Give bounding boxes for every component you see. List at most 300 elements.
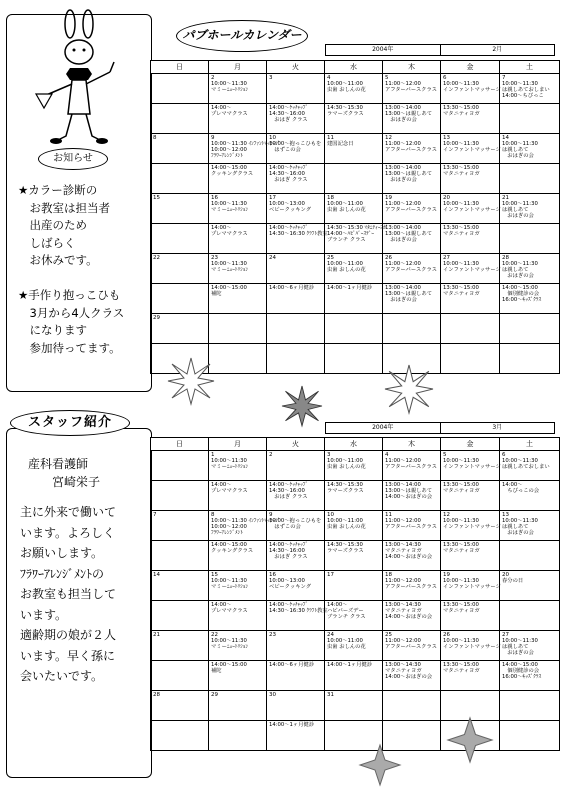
day-cell <box>500 451 560 481</box>
day-number: 17 <box>327 572 334 578</box>
day-cell-afternoon <box>151 164 209 194</box>
event-text: 10:00〜11:30 インファントマッサージ <box>443 81 501 94</box>
day-cell <box>267 74 325 104</box>
day-number: 30 <box>269 692 276 698</box>
event-text: 11:00〜12:00 アフターバースクラス <box>385 261 437 274</box>
event-text: 14:00〜ｹｯﾁｬｯﾌﾟ 14:30〜16:00 おはぎ クラス <box>269 105 309 124</box>
event-text: 11:00〜12:00 アフターバースクラス <box>385 578 437 591</box>
day-cell-afternoon <box>151 721 209 751</box>
day-number: 1 <box>211 452 215 458</box>
day-cell-afternoon <box>500 721 560 751</box>
day-cell <box>209 511 281 541</box>
weekday-header: 日 <box>151 438 209 451</box>
day-cell-afternoon <box>383 481 441 511</box>
day-number: 23 <box>211 255 218 261</box>
day-number: 27 <box>502 632 509 638</box>
day-cell <box>151 314 209 344</box>
day-cell <box>383 571 441 601</box>
event-text: 13:00〜14:00 13:00〜は親しあて 14:00〜おはぎの会 <box>385 482 433 501</box>
event-text: 10:00〜11:30 インファントマッサージ <box>443 261 501 274</box>
event-text: 14:00〜1ヶ月健診 <box>269 722 315 728</box>
day-number: 26 <box>443 632 450 638</box>
event-text: 10:00〜11:00 虫歯 おしんの花 <box>327 518 366 531</box>
day-cell-afternoon <box>325 344 383 374</box>
weekday-header: 水 <box>325 438 383 451</box>
day-cell <box>325 194 383 224</box>
event-text: 13:30〜15:00 マタニティヨガ <box>443 105 480 118</box>
day-cell <box>267 134 325 164</box>
day-number: 22 <box>211 632 218 638</box>
event-text: 建国記念日 <box>327 141 354 147</box>
day-number: 26 <box>385 255 392 261</box>
day-cell-afternoon <box>267 164 325 194</box>
day-number: 15 <box>211 572 218 578</box>
mar-month: 3月 <box>440 423 555 433</box>
day-number: 14 <box>153 572 160 578</box>
day-number: 11 <box>385 512 392 518</box>
day-number: 13 <box>502 512 509 518</box>
day-cell <box>500 254 560 284</box>
day-cell <box>500 314 560 344</box>
day-cell-afternoon <box>151 224 209 254</box>
day-cell <box>441 631 500 661</box>
day-cell-afternoon <box>441 344 500 374</box>
day-number: 22 <box>153 255 160 261</box>
day-cell <box>209 631 267 661</box>
day-cell-afternoon <box>209 224 267 254</box>
day-cell-afternoon <box>151 661 209 691</box>
event-text: 11:00〜12:00 アフターバースクラス <box>385 458 437 471</box>
day-number: 19 <box>443 572 450 578</box>
event-text: 13:00〜14:00 13:00〜は親しあて おはぎの会 <box>385 285 433 304</box>
day-cell-afternoon <box>500 164 560 194</box>
day-number: 12 <box>443 512 450 518</box>
event-text: 13:30〜15:00 マタニティヨガ <box>443 662 480 675</box>
weekday-header: 土 <box>500 438 560 451</box>
day-cell <box>383 134 441 164</box>
day-cell-afternoon <box>441 541 500 571</box>
feb-year: 2004年 <box>372 46 394 53</box>
day-cell-afternoon <box>151 541 209 571</box>
day-cell <box>441 571 500 601</box>
mar-year: 2004年 <box>372 424 394 431</box>
event-text: 10:00〜11:30 は親しあておしまい 14:00〜ちびっこ <box>502 81 550 100</box>
weekday-header: 日 <box>151 61 209 74</box>
day-cell-afternoon <box>441 224 500 254</box>
day-number: 8 <box>211 512 215 518</box>
day-cell <box>325 691 383 721</box>
day-cell <box>267 511 325 541</box>
staff-text: 主に外来で働いて います。よろしく お願いします。 ﾌﾗﾜｰｱﾚﾝｼﾞﾒﾝﾄの お教室も担当して います。 適齢期の娘が２人 います。早く孫に 会いたいです。 <box>20 505 117 683</box>
event-text: 10:00〜11:30 インファントマッサージ <box>443 578 501 591</box>
day-cell-afternoon <box>500 284 560 314</box>
day-cell <box>383 631 441 661</box>
day-number: 17 <box>269 195 276 201</box>
day-number: 25 <box>385 632 392 638</box>
day-cell <box>151 134 209 164</box>
day-number: 3 <box>327 452 331 458</box>
day-number: 18 <box>327 195 334 201</box>
day-number: 5 <box>443 452 447 458</box>
feb-month: 2月 <box>440 45 555 55</box>
day-cell-afternoon <box>441 104 500 134</box>
day-cell <box>267 631 325 661</box>
event-text: 10:00〜11:30 インファントマッサージ <box>443 518 501 531</box>
event-text: 13:30〜15:00 マタニティヨガ <box>443 165 480 178</box>
day-cell-afternoon <box>267 661 325 691</box>
day-cell <box>267 254 325 284</box>
event-text: 10:00〜11:30 は親しあて おはぎの会 <box>502 141 538 160</box>
day-number: 21 <box>153 632 160 638</box>
day-cell-afternoon <box>500 481 560 511</box>
day-cell <box>325 74 383 104</box>
day-cell-afternoon <box>209 284 267 314</box>
day-cell <box>383 511 441 541</box>
day-cell <box>441 254 500 284</box>
day-cell <box>441 451 500 481</box>
event-text: 10:00〜11:30 インファントマッサージ <box>443 201 501 214</box>
day-cell <box>383 314 441 344</box>
day-cell-afternoon <box>441 164 500 194</box>
star-burst-decoration <box>168 358 214 404</box>
event-text: 14:00〜 ちびっこの会 <box>502 482 540 495</box>
event-text: 13:00〜14:00 13:00〜は親しあて おはぎの会 <box>385 105 433 124</box>
day-cell <box>151 194 209 224</box>
day-cell <box>151 571 209 601</box>
day-cell <box>267 194 325 224</box>
star-decoration <box>360 745 400 785</box>
day-cell <box>209 451 267 481</box>
bunny-illustration <box>30 14 120 154</box>
day-cell-afternoon <box>325 601 383 631</box>
event-text: 10:00〜11:30 ｲﾝﾌｧﾝﾄﾏｯｻｰｼﾞ 10:00〜12:00 ﾌﾗﾜｰｱﾚﾝｼﾞﾒﾝﾄ <box>211 141 281 160</box>
day-cell <box>441 691 500 721</box>
day-number: 4 <box>327 75 331 81</box>
day-cell-afternoon <box>325 284 383 314</box>
day-cell <box>441 74 500 104</box>
day-cell <box>209 571 267 601</box>
day-number: 23 <box>269 632 276 638</box>
event-text: 14:00〜 ハピバーズデー ブランチ クラス <box>327 602 366 621</box>
weekday-header: 火 <box>267 438 325 451</box>
day-cell <box>209 254 267 284</box>
day-cell <box>500 134 560 164</box>
day-cell-afternoon <box>209 481 267 511</box>
weekday-header: 金 <box>441 61 500 74</box>
calendar-title: パブホールカレンダー <box>176 20 308 52</box>
event-text: 10:00〜抱っこひもを はずこの会 <box>269 518 322 531</box>
event-text: 10:00〜11:00 虫歯 おしんの花 <box>327 261 366 274</box>
weekday-header: 木 <box>383 438 441 451</box>
day-number: 16 <box>269 572 276 578</box>
day-cell-afternoon <box>325 164 383 194</box>
day-cell-afternoon <box>383 541 441 571</box>
event-text: 14:30〜15:30 ラマーズクラス <box>327 105 364 118</box>
event-text: 13:00〜14:00 13:00〜は親しあて おはぎの会 <box>385 225 433 244</box>
event-text: 14:00〜 プレママクラス <box>211 105 248 118</box>
day-cell <box>151 74 209 104</box>
event-text: 13:30〜15:00 マタニティヨガ <box>443 225 480 238</box>
day-cell-afternoon <box>267 721 325 751</box>
mar-header <box>325 422 555 434</box>
day-cell <box>267 571 325 601</box>
day-number: 19 <box>385 195 392 201</box>
day-number: 2 <box>269 452 273 458</box>
day-cell-afternoon <box>151 481 209 511</box>
day-cell <box>209 691 267 721</box>
notice-title: お知らせ <box>38 148 108 170</box>
event-text: 14:30〜15:30 ラマーズクラス <box>327 542 364 555</box>
event-text: 11:00〜12:00 アフターバースクラス <box>385 518 437 531</box>
event-text: 14:00〜 プレママクラス <box>211 482 248 495</box>
weekday-header: 月 <box>209 438 267 451</box>
event-text: 14:00〜ｹｯﾁｬｯﾌﾟ 14:30〜16:00 おはぎ クラス <box>269 542 309 561</box>
event-text: 13:30〜15:00 マタニティヨガ <box>443 285 480 298</box>
day-cell-afternoon <box>500 601 560 631</box>
day-cell <box>325 254 383 284</box>
day-number: 12 <box>385 135 392 141</box>
staff-role: 産科看護師 宮崎栄子 <box>28 457 101 489</box>
day-number: 6 <box>443 75 447 81</box>
day-cell <box>151 631 209 661</box>
event-text: 10:00〜11:30 マミーﾆｭｰﾄﾘｼｮﾝ <box>211 81 249 94</box>
day-cell-afternoon <box>500 661 560 691</box>
day-cell-afternoon <box>383 164 441 194</box>
event-text: 14:00〜15:00 補陀 <box>211 285 247 298</box>
day-number: 9 <box>269 512 273 518</box>
day-cell <box>383 194 441 224</box>
event-text: 13:00〜14:30 マタニティヨガ 14:00〜おはぎの会 <box>385 602 433 621</box>
day-cell-afternoon <box>383 224 441 254</box>
staff-title: スタッフ紹介 <box>10 410 130 436</box>
day-cell <box>500 511 560 541</box>
star-burst-decoration <box>282 386 322 426</box>
event-text: 10:00〜11:00 虫歯 おしんの花 <box>327 638 366 651</box>
event-text: 13:00〜14:30 マタニティヨガ 14:00〜おはぎの会 <box>385 542 433 561</box>
day-cell <box>325 314 383 344</box>
day-cell <box>209 314 267 344</box>
day-number: 20 <box>502 572 509 578</box>
event-text: 14:00〜15:00 補陀 <box>211 662 247 675</box>
day-number: 28 <box>153 692 160 698</box>
day-cell <box>441 314 500 344</box>
event-text: 13:30〜15:00 マタニティヨガ <box>443 482 480 495</box>
event-text: 10:00〜11:30 インファントマッサージ <box>443 458 501 471</box>
day-cell-afternoon <box>383 284 441 314</box>
event-text: 10:00〜11:30 マミーﾆｭｰﾄﾘｼｮﾝ <box>211 261 249 274</box>
day-cell-afternoon <box>383 661 441 691</box>
day-number: 2 <box>211 75 215 81</box>
event-text: 14:00〜6ヶ月健診 <box>269 662 315 668</box>
day-number: 28 <box>502 255 509 261</box>
event-text: 14:00〜15:00 個別健診の会 16:00〜ｷｯｽﾞｸﾗｽ <box>502 662 542 681</box>
weekday-header: 土 <box>500 61 560 74</box>
day-cell-afternoon <box>325 541 383 571</box>
event-text: 10:00〜13:00 ベビークッキング <box>269 578 312 591</box>
event-text: 10:00〜11:30 マミーﾆｭｰﾄﾘｼｮﾝ <box>211 578 249 591</box>
event-text: 11:00〜12:00 アフターバースクラス <box>385 638 437 651</box>
day-cell-afternoon <box>441 661 500 691</box>
day-number: 29 <box>153 315 160 321</box>
day-number: 13 <box>443 135 450 141</box>
day-cell <box>209 194 267 224</box>
day-cell-afternoon <box>209 104 267 134</box>
event-text: 14:00〜15:00 個別健診の会 16:00〜ｷｯｽﾞｸﾗｽ <box>502 285 542 304</box>
day-number: 14 <box>502 135 509 141</box>
day-number: 7 <box>502 75 506 81</box>
day-cell-afternoon <box>209 164 267 194</box>
event-text: 10:00〜11:30 マミーﾆｭｰﾄﾘｼｮﾝ <box>211 201 249 214</box>
event-text: 10:00〜11:30 は親しあて おはぎの会 <box>502 638 538 657</box>
day-number: 24 <box>327 632 334 638</box>
day-number: 15 <box>153 195 160 201</box>
day-cell <box>325 511 383 541</box>
day-number: 18 <box>385 572 392 578</box>
day-cell <box>325 631 383 661</box>
day-number: 7 <box>153 512 157 518</box>
event-text: 10:00〜11:30 は親しあて おはぎの会 <box>502 261 538 280</box>
day-number: 5 <box>385 75 389 81</box>
day-cell-afternoon <box>383 601 441 631</box>
event-text: 13:30〜15:00 マタニティヨガ <box>443 602 480 615</box>
day-cell-afternoon <box>209 661 267 691</box>
day-cell-afternoon <box>500 224 560 254</box>
day-number: 16 <box>211 195 218 201</box>
event-text: 10:00〜11:30 インファントマッサージ <box>443 141 501 154</box>
day-cell <box>500 194 560 224</box>
event-text: 14:00〜ｹｯﾁｬｯﾌﾟ 14:30〜16:00 おはぎ クラス <box>269 165 309 184</box>
event-text: 14:00〜6ヶ月健診 <box>269 285 315 291</box>
star-burst-decoration <box>385 365 433 413</box>
day-cell <box>267 314 325 344</box>
day-cell <box>383 691 441 721</box>
event-text: 11:00〜12:00 アフターバースクラス <box>385 141 437 154</box>
day-cell <box>325 571 383 601</box>
event-text: 14:00〜1ヶ月健診 <box>327 285 373 291</box>
day-cell <box>441 511 500 541</box>
event-text: 10:00〜抱っこひもを はずこの会 <box>269 141 322 154</box>
day-cell-afternoon <box>151 284 209 314</box>
day-cell <box>267 691 325 721</box>
day-cell-afternoon <box>267 284 325 314</box>
day-cell-afternoon <box>325 224 389 254</box>
day-cell <box>209 134 281 164</box>
day-cell-afternoon <box>209 721 267 751</box>
day-cell <box>383 254 441 284</box>
day-cell <box>325 451 383 481</box>
event-text: 14:00〜 プレママクラス <box>211 225 248 238</box>
event-text: 10:00〜11:30 マミーﾆｭｰﾄﾘｼｮﾝ <box>211 458 249 471</box>
day-cell <box>151 691 209 721</box>
day-number: 8 <box>153 135 157 141</box>
feb-header <box>325 44 555 56</box>
day-cell <box>151 451 209 481</box>
day-cell-afternoon <box>383 104 441 134</box>
event-text: 10:00〜11:00 虫歯 おしんの花 <box>327 81 366 94</box>
event-text: 11:00〜12:00 アフターバースクラス <box>385 81 437 94</box>
weekday-header: 火 <box>267 61 325 74</box>
day-cell-afternoon <box>325 661 383 691</box>
weekday-header: 月 <box>209 61 267 74</box>
day-cell <box>325 134 383 164</box>
event-text: 春分の日 <box>502 578 524 584</box>
day-cell <box>209 74 267 104</box>
day-cell <box>500 571 560 601</box>
event-text: 14:00〜ｹｯﾁｬｯﾌﾟ 14:30〜16:30 ｸﾗﾌﾄ教室 <box>269 225 328 238</box>
day-cell <box>383 74 441 104</box>
day-number: 10 <box>269 135 276 141</box>
event-text: 13:00〜14:30 マタニティヨガ 14:00〜おはぎの会 <box>385 662 433 681</box>
day-cell <box>500 691 560 721</box>
day-number: 10 <box>327 512 334 518</box>
feb-calendar <box>150 60 560 374</box>
day-number: 29 <box>211 692 218 698</box>
event-text: 14:00〜15:00 クッキングクラス <box>211 165 254 178</box>
event-text: 14:00〜15:00 クッキングクラス <box>211 542 254 555</box>
mar-calendar <box>150 437 560 751</box>
event-text: 14:00〜1ヶ月健診 <box>327 662 373 668</box>
day-cell <box>151 511 209 541</box>
day-number: 3 <box>269 75 273 81</box>
day-cell <box>500 74 560 104</box>
day-cell-afternoon <box>500 104 560 134</box>
day-cell-afternoon <box>151 104 209 134</box>
day-cell-afternoon <box>151 601 209 631</box>
day-number: 25 <box>327 255 334 261</box>
day-cell-afternoon <box>441 481 500 511</box>
day-cell-afternoon <box>267 104 325 134</box>
day-number: 6 <box>502 452 506 458</box>
day-cell <box>267 451 325 481</box>
event-text: 10:00〜11:30 は親しあておしまい <box>502 458 550 471</box>
event-text: 14:00〜ｹｯﾁｬｯﾌﾟ 14:30〜16:30 ｸﾗﾌﾄ教室 <box>269 602 328 615</box>
event-text: 14:00〜ｹｯﾁｬｯﾌﾟ 14:30〜16:00 おはぎ クラス <box>269 482 309 501</box>
event-text: 10:00〜11:30 インファントマッサージ <box>443 638 501 651</box>
event-text: 13:30〜15:00 マタニティヨガ <box>443 542 480 555</box>
event-text: 10:00〜11:00 虫歯 おしんの花 <box>327 458 366 471</box>
star-decoration <box>448 718 492 762</box>
day-cell-afternoon <box>267 601 328 631</box>
day-cell-afternoon <box>500 344 560 374</box>
day-cell-afternoon <box>325 104 383 134</box>
day-cell-afternoon <box>441 601 500 631</box>
day-cell <box>500 631 560 661</box>
day-cell-afternoon <box>209 541 267 571</box>
weekday-header: 水 <box>325 61 383 74</box>
day-cell-afternoon <box>209 601 267 631</box>
event-text: 13:00〜14:00 13:00〜は親しあて おはぎの会 <box>385 165 433 184</box>
day-number: 31 <box>327 692 334 698</box>
weekday-header: 木 <box>383 61 441 74</box>
day-cell-afternoon <box>267 224 328 254</box>
day-cell-afternoon <box>267 481 325 511</box>
weekday-header: 金 <box>441 438 500 451</box>
day-cell-afternoon <box>209 344 267 374</box>
day-cell-afternoon <box>500 541 560 571</box>
day-cell <box>441 194 500 224</box>
day-cell-afternoon <box>267 541 325 571</box>
day-number: 11 <box>327 135 334 141</box>
day-number: 4 <box>385 452 389 458</box>
event-text: 10:00〜13:00 ベビークッキング <box>269 201 312 214</box>
day-cell-afternoon <box>325 481 383 511</box>
day-number: 21 <box>502 195 509 201</box>
event-text: 14:00〜 プレママクラス <box>211 602 248 615</box>
day-cell-afternoon <box>267 344 325 374</box>
event-text: 10:00〜11:30 ｲﾝﾌｧﾝﾄﾏｯｻｰｼﾞ 10:00〜12:00 ﾌﾗﾜｰｱﾚﾝｼﾞﾒﾝﾄ <box>211 518 281 537</box>
event-text: 14:30〜15:30 ラマーズクラス <box>327 482 364 495</box>
day-cell <box>383 451 441 481</box>
